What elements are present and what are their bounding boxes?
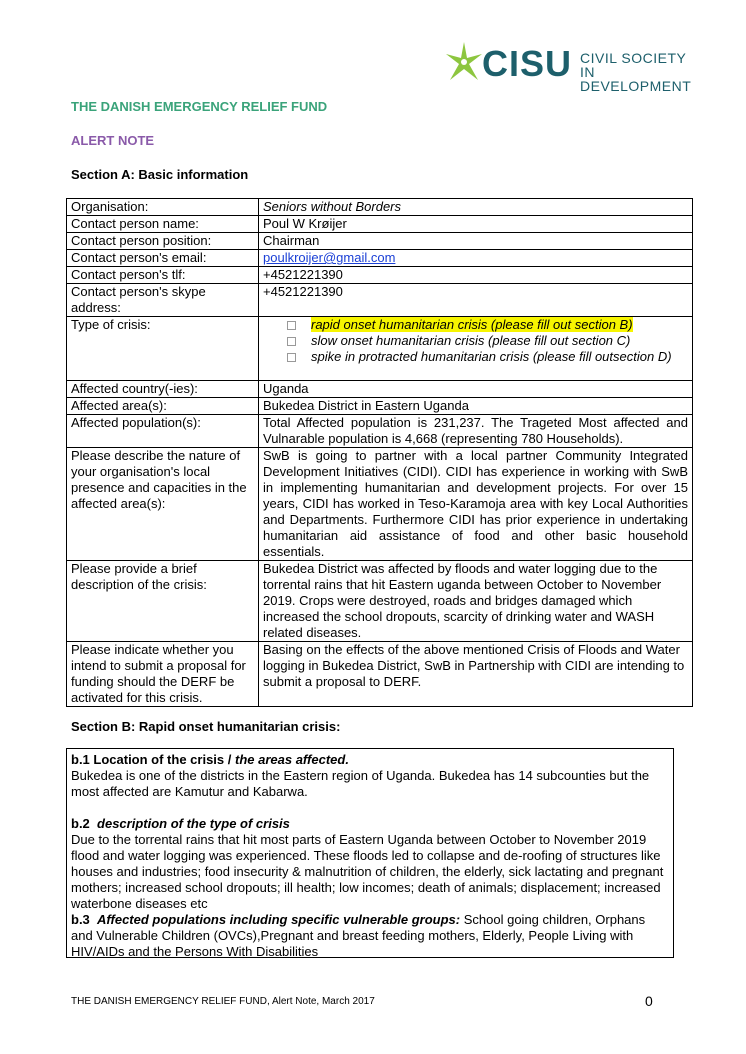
table-row (67, 267, 693, 284)
label-cell: Please indicate whether you intend to submit a proposal for funding should the DERF be activated for this crisis. (67, 642, 259, 707)
label-cell: Please provide a brief description of the crisis: (67, 561, 259, 642)
page-number: 0 (645, 993, 653, 1009)
label-cell: Contact person position: (67, 233, 259, 250)
b3-paragraph: b.3 Affected populations including specific vulnerable groups: School going children, Orphans and Vulnerable Children (OVCs),Pregnant and breast feeding mothers, Elderly, People Living with HIV/AIDs and the Persons With Disabilities (71, 912, 646, 959)
section-b-title: Section B: Rapid onset humanitarian crisis: (71, 719, 341, 734)
table-row (67, 250, 693, 267)
label-cell: Contact person's skype address: (67, 284, 259, 317)
alert-note-heading: ALERT NOTE (71, 133, 155, 148)
cisu-logo (444, 40, 694, 92)
crisis-option-slow[interactable]: slow onset humanitarian crisis (please fill out section C) (263, 333, 688, 349)
table-row (67, 561, 693, 642)
page-footer: THE DANISH EMERGENCY RELIEF FUND, Alert Note, March 2017 (71, 996, 375, 1007)
b2-heading: b.2 description of the type of crisis (71, 816, 290, 831)
value-cell: Total Affected population is 231,237. The Trageted Most affected and Vulnarable population is 4,668 (representing 780 Households). (259, 415, 693, 448)
table-row (67, 415, 693, 448)
label-cell: Affected area(s): (67, 398, 259, 415)
fund-heading: THE DANISH EMERGENCY RELIEF FUND (71, 99, 328, 114)
table-row (67, 642, 693, 707)
label-cell: Contact person name: (67, 216, 259, 233)
table-row (67, 448, 693, 561)
value-cell: Basing on the effects of the above mentioned Crisis of Floods and Water logging in Bukedea District, SwB in Partnership with CIDI are intending to submit a proposal to DERF. (259, 642, 693, 707)
label-cell: Please describe the nature of your organisation's local presence and capacities in the affected area(s): (67, 448, 259, 561)
label-cell: Affected country(-ies): (67, 381, 259, 398)
value-cell: Bukedea District in Eastern Uganda (259, 398, 693, 415)
checkbox-icon[interactable] (287, 337, 296, 346)
crisis-option-protracted[interactable]: spike in protracted humanitarian crisis (please fill outsection D) (263, 349, 688, 365)
basic-info-table (66, 198, 693, 707)
value-cell: +4521221390 (259, 284, 693, 317)
label-cell: Contact person's email: (67, 250, 259, 267)
label-cell: Organisation: (67, 199, 259, 216)
value-cell: Seniors without Borders (259, 199, 693, 216)
label-cell: Type of crisis: (67, 317, 259, 381)
checkbox-icon[interactable] (287, 353, 296, 362)
email-link[interactable]: poulkroijer@gmail.com (263, 250, 396, 265)
table-row (67, 284, 693, 317)
section-b-box (66, 748, 674, 958)
value-cell: Poul W Krøijer (259, 216, 693, 233)
crisis-options-cell (259, 317, 693, 381)
section-a-title: Section A: Basic information (71, 167, 249, 182)
table-row (67, 381, 693, 398)
table-row (67, 216, 693, 233)
table-row (67, 199, 693, 216)
table-row (67, 398, 693, 415)
logo-tagline: CIVIL SOCIETY IN DEVELOPMENT (580, 50, 692, 94)
value-cell: Chairman (259, 233, 693, 250)
value-cell: +4521221390 (259, 267, 693, 284)
cisu-star-icon (444, 40, 484, 86)
value-cell (259, 250, 693, 267)
label-cell: Affected population(s): (67, 415, 259, 448)
b2-text: Due to the torrental rains that hit most parts of Eastern Uganda between October to November 2019 flood and water logging was experienced. These floods led to collapse and de-roofing of structures like houses and industries; food insecurity & malnutrition of children, the elderly, sick lactating and pregnant mothers; increased school dropouts; ill health; low incomes; death of animals; displacement; increased waterbone diseases etc (71, 832, 664, 911)
table-row (67, 317, 693, 381)
value-cell: Uganda (259, 381, 693, 398)
crisis-option-rapid[interactable]: rapid onset humanitarian crisis (please fill out section B) (263, 317, 688, 333)
checkbox-icon[interactable] (287, 321, 296, 330)
value-cell: SwB is going to partner with a local partner Community Integrated Development Initiatives (CIDI). CIDI has experience in working with SwB in implementing humanitarian and development projects. For over 15 years, CIDI has worked in Teso-Karamoja area with key Local Authorities and Departments. Furthermore CIDI has prior experience in undertaking humanitarian aid assistance of food and other basic household essentials. (259, 448, 693, 561)
table-row (67, 233, 693, 250)
label-cell: Contact person's tlf: (67, 267, 259, 284)
value-cell: Bukedea District was affected by floods and water logging due to the torrental rains that hit Eastern uganda between October to November 2019. Crops were destroyed, roads and bridges damaged which increased the school dropouts, scarcity of drinking water and WASH related diseases. (259, 561, 693, 642)
b1-text: Bukedea is one of the districts in the Eastern region of Uganda. Bukedea has 14 subcounties but the most affected are Kamutur and Kabarwa. (71, 768, 650, 799)
logo-wordmark: CISU (482, 43, 573, 84)
b1-heading: b.1 Location of the crisis / the areas affected. (71, 752, 349, 767)
